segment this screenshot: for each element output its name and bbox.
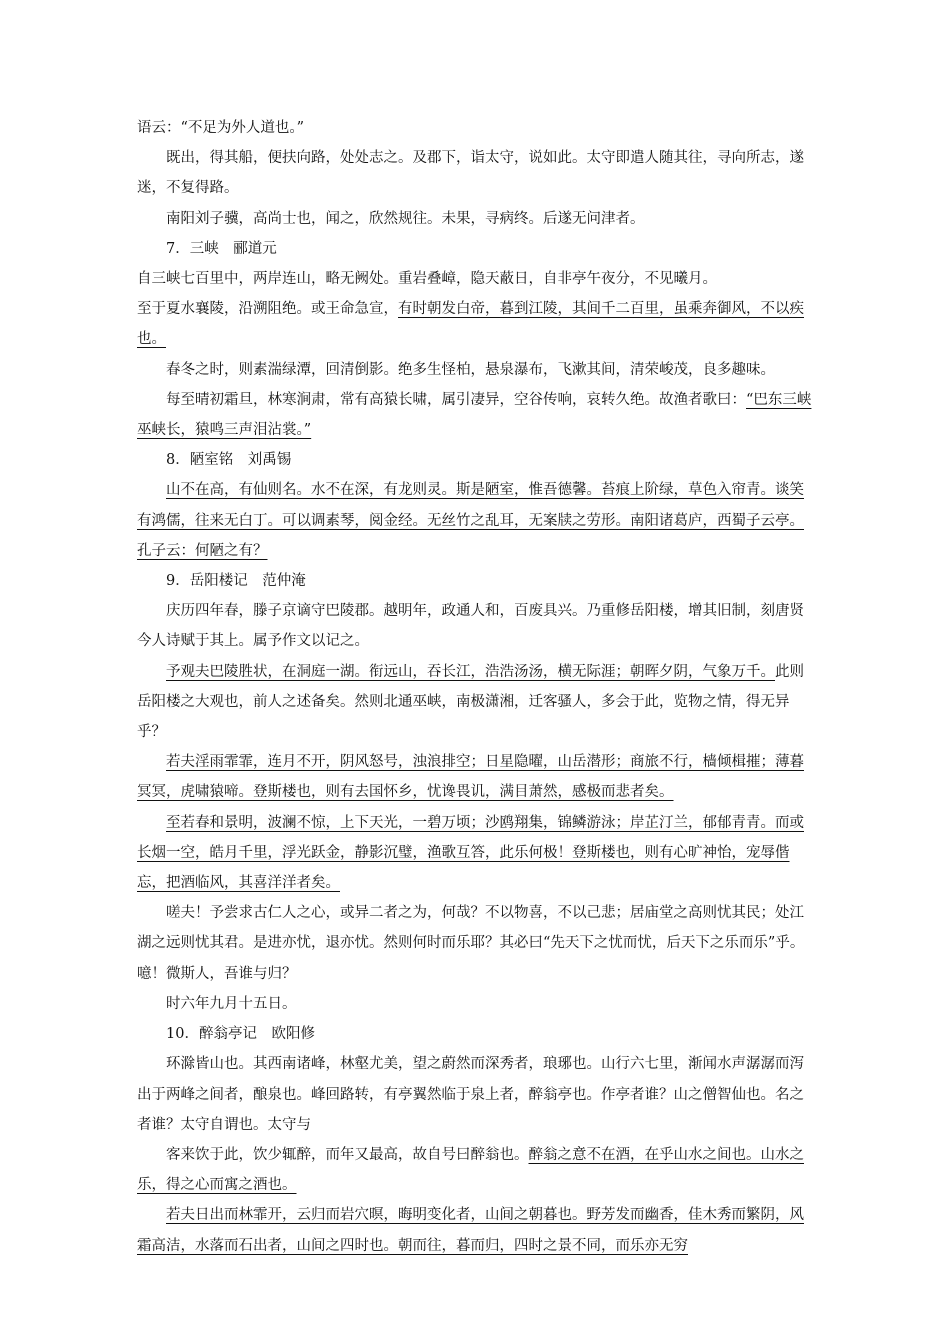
text-run: 南阳刘子骥，高尚士也，闻之，欣然规往。未果，寻病终。后遂无问津者。 xyxy=(166,210,645,227)
underlined-text-run: 若夫淫雨霏霏，连月不开，阴风怒号，浊浪排空；日星隐曜，山岳潜形；商旅不行，樯倾楫摧；薄暮冥冥，虎啸猿啼。登斯楼也，则有去国怀乡，忧谗畏讥，满目萧然，感极而悲者矣。 xyxy=(137,754,804,801)
text-run: 至于夏水襄陵，沿溯阻绝。或王命急宣， xyxy=(137,301,398,318)
underlined-text-run: 而或长烟一空，皓月千里，浮光跃金，静影沉璧，渔歌互答，此乐何极！登斯楼也，则有心旷神怡，宠辱偕忘，把酒临风，其喜洋洋者矣。 xyxy=(137,814,804,892)
text-run: 8．陋室铭 刘禹锡 xyxy=(166,452,292,469)
underlined-text-run: 醉翁之意不在酒，在乎山水之间也。山水之乐，得之心而寓之酒也。 xyxy=(137,1146,804,1194)
text-run: 9．岳阳楼记 范仲淹 xyxy=(166,573,306,590)
paragraph xyxy=(137,113,817,143)
paragraph xyxy=(137,385,817,445)
text-run: 春冬之时，则素湍绿潭，回清倒影。绝多生怪柏，悬泉瀑布，飞漱其间，清荣峻茂，良多趣味。 xyxy=(166,361,775,378)
paragraph xyxy=(137,566,817,596)
paragraph xyxy=(137,294,817,354)
text-run: 客来饮于此，饮少辄醉，而年又最高，故自号曰醉翁也。 xyxy=(166,1146,529,1163)
paragraph xyxy=(137,1049,817,1140)
document-page xyxy=(137,113,817,1261)
paragraph xyxy=(137,264,817,294)
paragraph xyxy=(137,475,817,566)
paragraph xyxy=(137,1019,817,1049)
paragraph xyxy=(137,445,817,475)
underlined-text-run: 予观夫巴陵胜状，在洞庭一湖。衔远山，吞长江，浩浩汤汤，横无际涯；朝晖夕阴，气象万千。 xyxy=(166,663,775,680)
paragraph xyxy=(137,747,817,807)
underlined-text-run: 若夫日出而林霏开，云归而岩穴暝，晦明变化者，山间之朝暮也。野芳发而幽香，佳木秀而繁阴，风霜高洁，水落而石出者，山间之四时也。 xyxy=(137,1207,804,1254)
text-run: 此则岳阳楼之大观也，前人之述备矣。然则北通巫峡，南极潇湘，迁客骚人，多会于此，览物之情，得无异乎？ xyxy=(137,663,804,741)
paragraph xyxy=(137,657,817,748)
text-run: 环滁皆山也。其西南诸峰，林壑尤美，望之蔚然而深秀者，琅琊也。山行六七里，渐闻水声潺潺而泻出于两峰之间者，酿泉也。峰回路转，有亭翼然临于泉上者，醉翁亭也。作亭者谁？山之僧智仙也。名之者谁？太守自谓也。太守与 xyxy=(137,1056,804,1133)
underlined-text-run: 有时朝发白帝，暮到江陵，其间千二百里，虽乘奔御风，不以疾也。 xyxy=(137,301,804,348)
paragraph xyxy=(137,1200,817,1260)
paragraph xyxy=(137,808,817,899)
paragraph xyxy=(137,1140,817,1200)
text-run: 时六年九月十五日。 xyxy=(166,995,297,1012)
text-run: 庆历四年春，滕子京谪守巴陵郡。越明年，政通人和，百废具兴。乃重修岳阳楼，增其旧制，刻唐贤今人诗赋于其上。属予作文以记之。 xyxy=(137,603,804,650)
underlined-text-run: 至若春和景明，波澜不惊，上下天光，一碧万顷；沙鸥翔集，锦鳞游泳；岸芷汀兰，郁郁青青。 xyxy=(166,814,775,831)
underlined-text-run: “巴东三峡巫峡长，猿鸣三声泪沾裳。” xyxy=(137,391,812,439)
paragraph xyxy=(137,989,817,1019)
text-run: 7．三峡 郦道元 xyxy=(166,240,277,257)
paragraph xyxy=(137,204,817,234)
text-run: 10．醉翁亭记 欧阳修 xyxy=(166,1026,315,1043)
text-run: 语云：“不足为外人道也。” xyxy=(137,120,305,136)
underlined-text-run: 朝而往，暮而归，四时之景不同，而乐亦无穷 xyxy=(398,1237,688,1254)
text-run: 每至晴初霜旦，林寒涧肃，常有高猿长啸，属引凄异，空谷传响，哀转久绝。故渔者歌曰： xyxy=(166,391,746,408)
paragraph xyxy=(137,143,817,203)
paragraph xyxy=(137,234,817,264)
paragraph xyxy=(137,596,817,656)
text-run: 自三峡七百里中，两岸连山，略无阙处。重岩叠嶂，隐天蔽日，自非亭午夜分，不见曦月。 xyxy=(137,271,717,288)
text-run: 既出，得其船，便扶向路，处处志之。及郡下，诣太守，说如此。太守即遣人随其往，寻向所志，遂迷，不复得路。 xyxy=(137,150,804,197)
paragraph xyxy=(137,898,817,989)
text-run: 嗟夫！予尝求古仁人之心，或异二者之为，何哉？不以物喜，不以己悲；居庙堂之高则忧其民；处江湖之远则忧其君。是进亦忧，退亦忧。然则何时而乐耶？其必曰“先天下之忧而忧，后天下之乐而乐”乎。噫！微斯人，吾谁与归？ xyxy=(137,905,805,982)
paragraph xyxy=(137,355,817,385)
underlined-text-run: 山不在高，有仙则名。水不在深，有龙则灵。斯是陋室，惟吾德馨。苔痕上阶绿，草色入帘青。谈笑有鸿儒，往来无白丁。可以调素琴，阅金经。无丝竹之乱耳，无案牍之劳形。南阳诸葛庐，西蜀子云亭。孔子云：何陋之有？ xyxy=(137,482,804,559)
